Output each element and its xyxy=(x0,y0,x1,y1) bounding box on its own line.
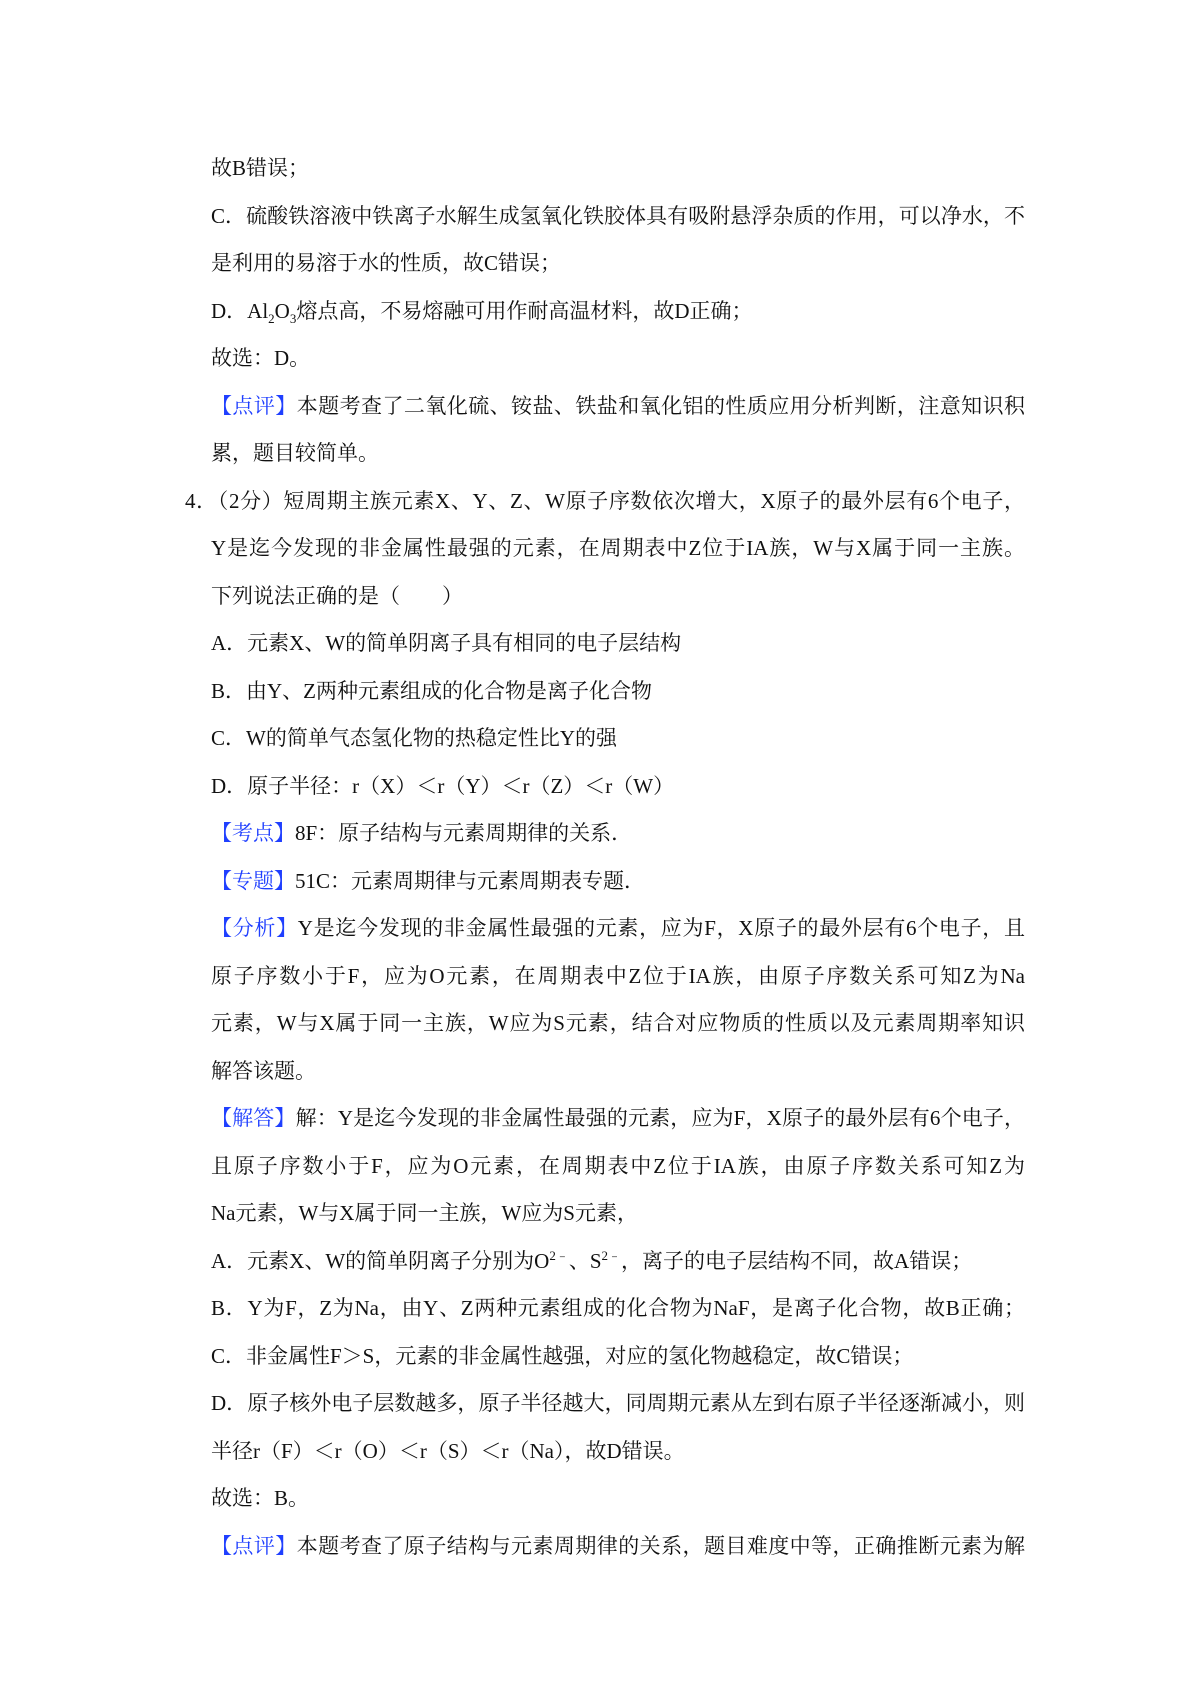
text-line xyxy=(211,153,1025,183)
text-line xyxy=(211,1388,1025,1418)
subscript: 2 xyxy=(268,310,275,326)
text-segment: Na元素，W与X属于同一主族，W应为S元素， xyxy=(211,1201,638,1225)
text-line xyxy=(211,391,1025,421)
text-line xyxy=(211,1341,1025,1371)
text-segment: 且原子序数小于F，应为O元素，在周期表中Z位于IA族，由原子序数关系可知Z为 xyxy=(211,1153,1025,1178)
text-line xyxy=(211,201,1025,231)
text-segment: A．元素X、W的简单阴离子具有相同的电子层结构 xyxy=(211,631,682,655)
text-segment: 元素，W与X属于同一主族，W应为S元素，结合对应物质的性质以及元素周期率知识 xyxy=(211,1011,1025,1035)
text-line xyxy=(211,581,1025,611)
text-line xyxy=(211,1483,1025,1513)
section-label: 【分析】 xyxy=(211,916,298,940)
text-segment: D．原子核外电子层数越多，原子半径越大，同周期元素从左到右原子半径逐渐减小，则 xyxy=(211,1391,1025,1415)
text-segment: B．Y为F，Z为Na，由Y、Z两种元素组成的化合物为NaF，是离子化合物，故B正确； xyxy=(211,1296,1025,1320)
text-segment: 8F：原子结构与元素周期律的关系． xyxy=(295,821,633,845)
section-label: 【考点】 xyxy=(211,821,295,845)
text-line xyxy=(211,913,1025,943)
text-line xyxy=(211,1056,1025,1086)
text-segment: D．Al xyxy=(211,298,269,323)
text-line xyxy=(211,296,1025,326)
section-label: 【解答】 xyxy=(211,1106,296,1130)
text-segment: 故B错误； xyxy=(211,156,310,180)
text-line xyxy=(211,1008,1025,1038)
text-segment: 、S xyxy=(568,1248,602,1273)
text-segment: 故选：D。 xyxy=(211,346,311,370)
supscript: 2﹣ xyxy=(601,1247,622,1263)
question-stem-line xyxy=(185,486,1025,516)
subscript: 3 xyxy=(289,310,297,326)
text-segment: C．W的简单气态氢化物的热稳定性比Y的强 xyxy=(211,726,617,750)
text-segment: D．原子半径：r（X）＜r（Y）＜r（Z）＜r（W） xyxy=(211,773,675,798)
text-segment: Y是迄今发现的非金属性最强的元素，应为F，X原子的最外层有6个电子，且 xyxy=(297,916,1026,940)
text-segment: 本题考查了原子结构与元素周期律的关系，题目难度中等，正确推断元素为解 xyxy=(296,1533,1026,1558)
text-line xyxy=(211,1246,1025,1276)
text-line xyxy=(211,1151,1025,1181)
text-segment: 累，题目较简单。 xyxy=(211,441,379,465)
text-segment: B．由Y、Z两种元素组成的化合物是离子化合物 xyxy=(211,678,652,703)
section-label: 【点评】 xyxy=(211,393,297,418)
text-segment: 解：Y是迄今发现的非金属性最强的元素，应为F，X原子的最外层有6个电子， xyxy=(295,1106,1025,1130)
text-line xyxy=(211,438,1025,468)
text-line xyxy=(211,961,1025,991)
text-line xyxy=(211,1436,1025,1466)
text-segment: A．元素X、W的简单阴离子分别为O xyxy=(211,1248,550,1273)
text-line xyxy=(211,866,1025,896)
section-label: 【点评】 xyxy=(211,1533,297,1558)
text-segment: 51C：元素周期律与元素周期表专题． xyxy=(295,868,646,893)
text-segment: O xyxy=(274,298,290,323)
text-line xyxy=(211,676,1025,706)
text-line xyxy=(211,771,1025,801)
text-segment: 本题考查了二氧化硫、铵盐、铁盐和氧化铝的性质应用分析判断，注意知识积 xyxy=(296,393,1026,418)
text-segment: 解答该题。 xyxy=(211,1058,316,1083)
section-label: 【专题】 xyxy=(211,868,295,893)
text-segment: 下列说法正确的是（ ） xyxy=(211,583,463,608)
text-line xyxy=(211,1103,1025,1133)
text-segment: 半径r（F）＜r（O）＜r（S）＜r（Na），故D错误。 xyxy=(211,1438,685,1463)
text-segment: C．非金属性F＞S，元素的非金属性越强，对应的氢化物越稳定，故C错误； xyxy=(211,1343,914,1368)
text-line xyxy=(211,533,1025,563)
text-line xyxy=(211,723,1025,753)
text-segment: 原子序数小于F，应为O元素，在周期表中Z位于IA族，由原子序数关系可知Z为Na xyxy=(211,963,1025,988)
text-segment: 熔点高，不易熔融可用作耐高温材料，故D正确； xyxy=(296,298,753,323)
text-segment: C．硫酸铁溶液中铁离子水解生成氢氧化铁胶体具有吸附悬浮杂质的作用，可以净水，不 xyxy=(211,203,1025,228)
text-line xyxy=(211,1198,1025,1228)
text-segment: 是利用的易溶于水的性质，故C错误； xyxy=(211,251,562,275)
text-line xyxy=(211,818,1025,848)
text-line xyxy=(211,1531,1025,1561)
text-segment: 故选：B。 xyxy=(211,1486,310,1510)
text-line xyxy=(211,628,1025,658)
text-line xyxy=(211,248,1025,278)
text-segment: Y是迄今发现的非金属性最强的元素，在周期表中Z位于IA族，W与X属于同一主族。 xyxy=(211,536,1025,560)
text-segment: 4．（2分）短周期主族元素X、Y、Z、W原子序数依次增大，X原子的最外层有6个电子， xyxy=(185,488,1025,513)
text-line xyxy=(211,343,1025,373)
text-line xyxy=(211,1293,1025,1323)
supscript: 2﹣ xyxy=(549,1247,569,1263)
text-segment: ，离子的电子层结构不同，故A错误； xyxy=(621,1248,973,1273)
